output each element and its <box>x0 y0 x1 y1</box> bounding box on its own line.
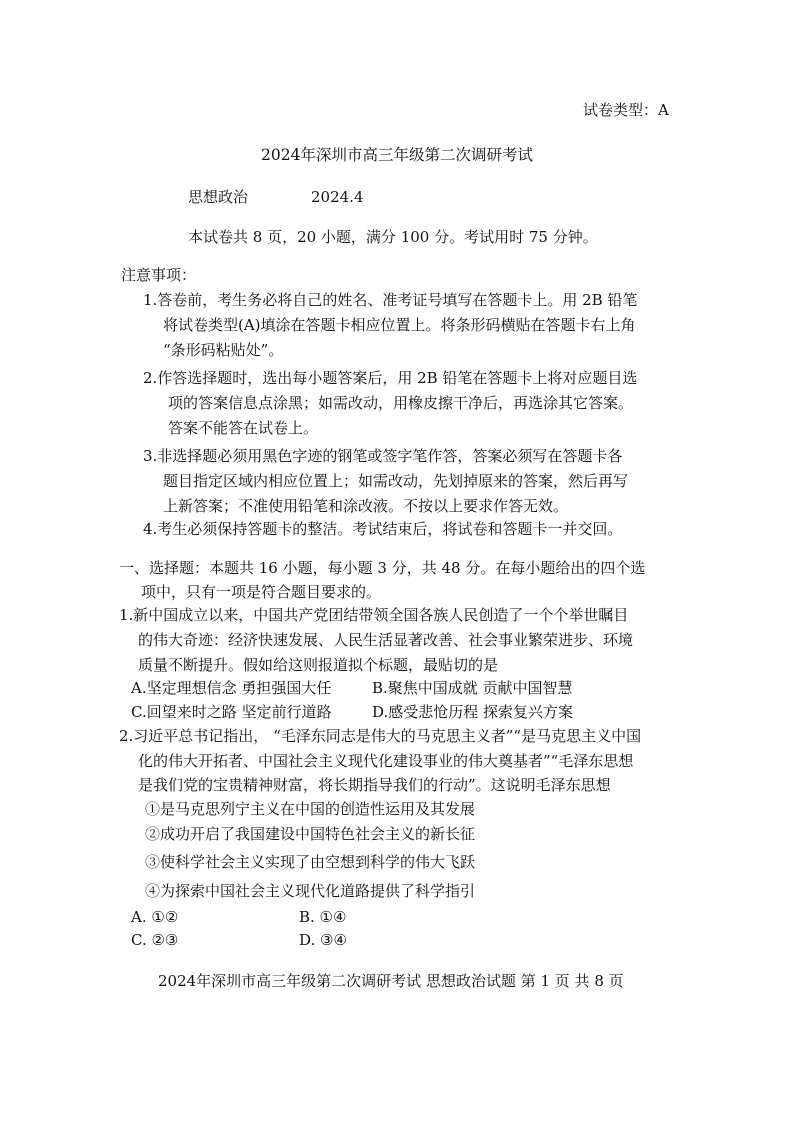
exam-date: 2024.4 <box>311 188 364 206</box>
notes-heading: 注意事项： <box>121 266 197 284</box>
note-3-line-2: 题目指定区域内相应位置上；如需改动，先划掉原来的答案，然后再写 <box>163 472 629 490</box>
q2-statement-3: ③使科学社会主义实现了由空想到科学的伟大飞跃 <box>145 853 476 871</box>
section-1-heading-line-2: 项中，只有一项是符合题目要求的。 <box>141 583 382 601</box>
q2-statement-1: ①是马克思列宁主义在中国的创造性运用及其发展 <box>145 800 476 818</box>
q2-stem-line-3: 是我们党的宝贵精神财富，将长期指导我们的行动”。这说明毛泽东思想 <box>138 776 611 794</box>
note-2-line-2: 项的答案信息点涂黑；如需改动，用橡皮擦干净后，再选涂其它答案。 <box>168 394 634 412</box>
q2-statement-2: ②成功开启了我国建设中国特色社会主义的新长征 <box>145 825 476 843</box>
note-1-line-3: “条形码粘贴处”。 <box>163 341 284 359</box>
note-1-line-2: 将试卷类型(A)填涂在答题卡相应位置上。将条形码横贴在答题卡右上角 <box>163 316 636 334</box>
q2-statement-4: ④为探索中国社会主义现代化道路提供了科学指引 <box>145 882 476 900</box>
exam-intro: 本试卷共 8 页，20 小题，满分 100 分。考试用时 75 分钟。 <box>188 228 598 246</box>
q2-stem-line-2: 化的伟大开拓者、中国社会主义现代化建设事业的伟大奠基者”“毛泽东思想 <box>138 752 634 770</box>
q1-stem-line-2: 的伟大奇迹：经济快速发展、人民生活显著改善、社会事业繁荣进步、环境 <box>138 631 634 649</box>
note-4: 4.考生必须保持答题卡的整洁。考试结束后，将试卷和答题卡一并交回。 <box>143 520 623 538</box>
q1-option-c: C.回望来时之路 坚定前行道路 <box>131 703 332 721</box>
q2-option-d: D. ③④ <box>299 931 347 949</box>
note-3-line-1: 3.非选择题必须用黑色字迹的钢笔或签字笔作答，答案必须写在答题卡各 <box>143 447 623 465</box>
q1-option-d: D.感受悲怆历程 探索复兴方案 <box>372 703 574 721</box>
q1-option-a: A.坚定理想信念 勇担强国大任 <box>131 679 332 697</box>
note-2-line-3: 答案不能答在试卷上。 <box>168 419 319 437</box>
q1-option-b: B.聚焦中国成就 贡献中国智慧 <box>372 679 573 697</box>
q2-option-c: C. ②③ <box>131 931 179 949</box>
note-2-line-1: 2.作答选择题时，选出每小题答案后，用 2B 铅笔在答题卡上将对应题目选 <box>143 369 638 387</box>
q1-stem-line-3: 质量不断提升。假如给这则报道拟个标题，最贴切的是 <box>138 656 499 674</box>
q2-stem-line-1: 2.习近平总书记指出， “毛泽东同志是伟大的马克思主义者”“是马克思主义中国 <box>119 727 642 745</box>
q2-option-b: B. ①④ <box>299 908 347 926</box>
section-1-heading-line-1: 一、选择题：本题共 16 小题，每小题 3 分，共 48 分。在每小题给出的四个选 <box>119 559 646 577</box>
q2-option-a: A. ①② <box>131 908 179 926</box>
note-3-line-3: 上新答案；不准使用铅笔和涂改液。不按以上要求作答无效。 <box>163 497 569 515</box>
page-footer: 2024年深圳市高三年级第二次调研考试 思想政治试题 第 1 页 共 8 页 <box>158 972 624 990</box>
note-1-line-1: 1.答卷前，考生务必将自己的姓名、准考证号填写在答题卡上。用 2B 铅笔 <box>143 291 638 309</box>
subject-label: 思想政治 <box>188 188 249 206</box>
q1-stem-line-1: 1.新中国成立以来，中国共产党团结带领全国各族人民创造了一个个举世瞩目 <box>119 606 629 624</box>
exam-title: 2024年深圳市高三年级第二次调研考试 <box>261 146 533 164</box>
paper-type-label: 试卷类型：A <box>583 101 669 119</box>
